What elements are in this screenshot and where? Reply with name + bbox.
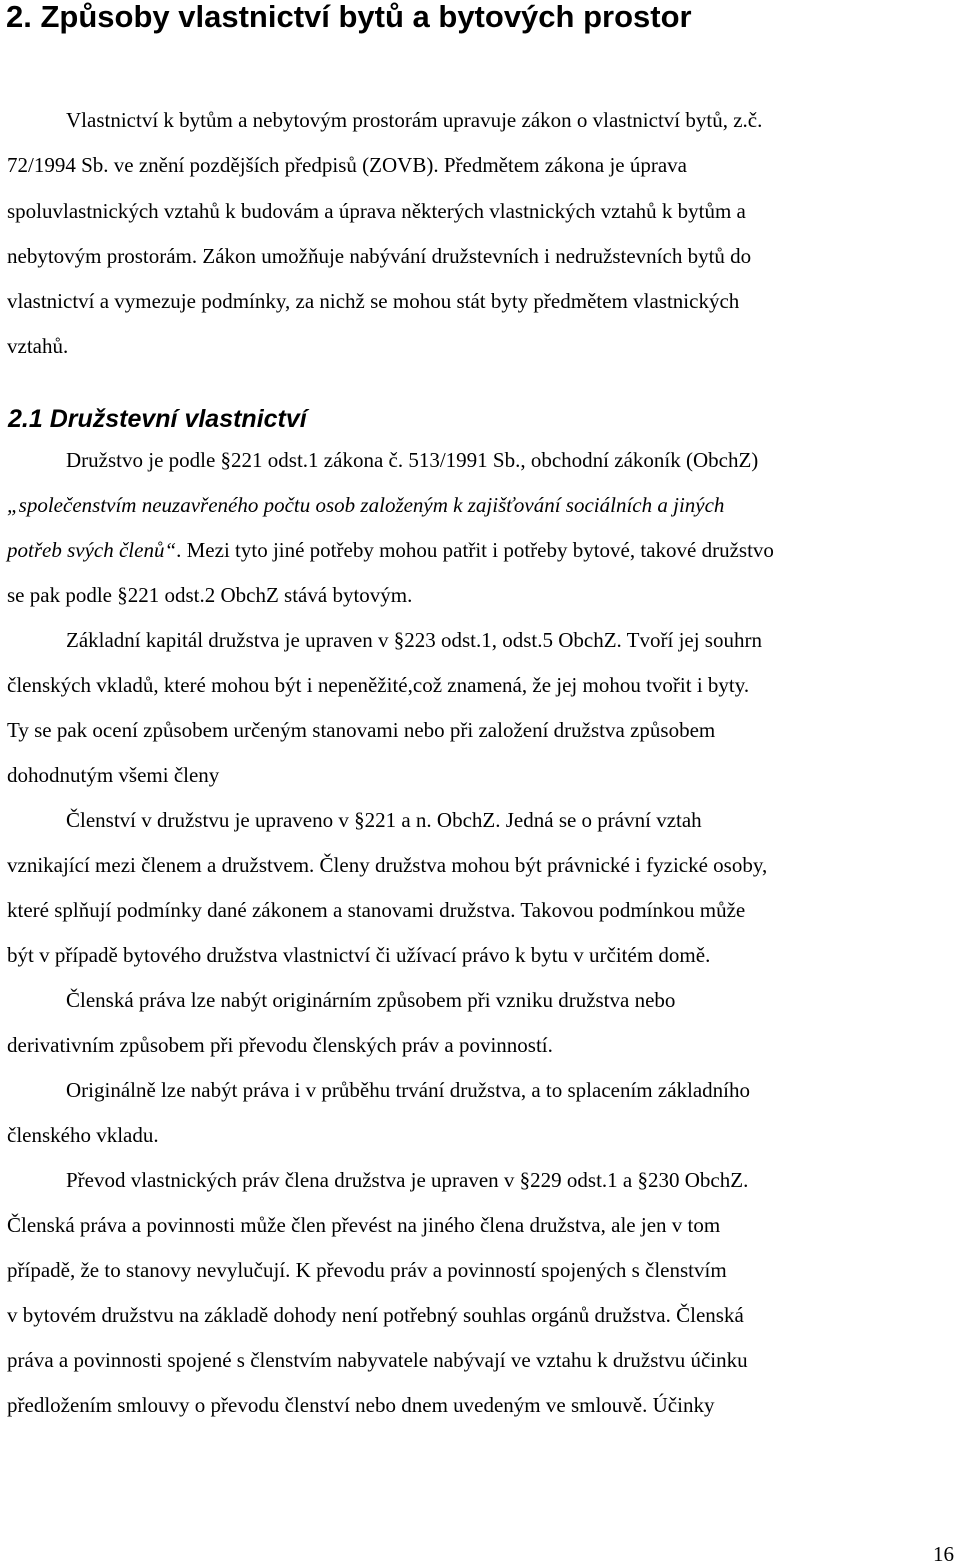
text-line: Ty se pak ocení způsobem určeným stanovami nebo při založení družstva způsobem bbox=[7, 718, 716, 742]
text-continuation: . Mezi tyto jiné potřeby mohou patřit i potřeby bytové, takové družstvo bbox=[176, 538, 774, 562]
text-line bbox=[7, 535, 774, 565]
text-line: členského vkladu. bbox=[7, 1123, 159, 1147]
text-line: být v případě bytového družstva vlastnictví či užívací právo k bytu v určitém domě. bbox=[7, 943, 711, 967]
quote-line: „společenstvím neuzavřeného počtu osob založeným k zajišťování sociálních a jiných bbox=[7, 493, 725, 517]
text-line: se pak podle §221 odst.2 ObchZ stává bytovým. bbox=[7, 583, 413, 607]
text-line: Družstvo je podle §221 odst.1 zákona č. 513/1991 Sb., obchodní zákoník (ObchZ) bbox=[66, 448, 759, 472]
text-line: Převod vlastnických práv člena družstva je upraven v §229 odst.1 a §230 ObchZ. bbox=[66, 1168, 749, 1192]
text-line: Členská práva lze nabýt originárním způsobem při vzniku družstva nebo bbox=[66, 988, 676, 1012]
text-line: 72/1994 Sb. ve znění pozdějších předpisů (ZOVB). Předmětem zákona je úprava bbox=[7, 153, 687, 177]
text-line: derivativním způsobem při převodu členských práv a povinností. bbox=[7, 1033, 553, 1057]
text-line: spoluvlastnických vztahů k budovám a úprava některých vlastnických vztahů k bytům a bbox=[7, 199, 746, 223]
text-line: Členství v družstvu je upraveno v §221 a n. ObchZ. Jedná se o právní vztah bbox=[66, 808, 702, 832]
page-number: 16 bbox=[933, 1542, 954, 1566]
chapter-heading: 2. Způsoby vlastnictví bytů a bytových prostor bbox=[6, 0, 692, 34]
text-line: vznikající mezi členem a družstvem. Členy družstva mohou být právnické i fyzické osoby, bbox=[7, 853, 768, 877]
text-line: v bytovém družstvu na základě dohody není potřebný souhlas orgánů družstva. Členská bbox=[7, 1303, 744, 1327]
text-line: případě, že to stanovy nevylučují. K převodu práv a povinností spojených s členstvím bbox=[7, 1258, 727, 1282]
text-line: vztahů. bbox=[7, 334, 69, 358]
text-line: členských vkladů, které mohou být i nepeněžité,což znamená, že jej mohou tvořit i byty. bbox=[7, 673, 750, 697]
section-heading: 2.1 Družstevní vlastnictví bbox=[8, 405, 307, 433]
text-line: vlastnictví a vymezuje podmínky, za nichž se mohou stát byty předmětem vlastnických bbox=[7, 289, 740, 313]
text-line: nebytovým prostorám. Zákon umožňuje nabývání družstevních i nedružstevních bytů do bbox=[7, 244, 752, 268]
text-line: dohodnutým všemi členy bbox=[7, 763, 220, 787]
text-line: Členská práva a povinnosti může člen převést na jiného člena družstva, ale jen v tom bbox=[7, 1213, 721, 1237]
text-line: práva a povinnosti spojené s členstvím nabyvatele nabývají ve vztahu k družstvu účinku bbox=[7, 1348, 748, 1372]
text-line: Originálně lze nabýt práva i v průběhu trvání družstva, a to splacením základního bbox=[66, 1078, 751, 1102]
text-line: Vlastnictví k bytům a nebytovým prostorám upravuje zákon o vlastnictví bytů, z.č. bbox=[66, 108, 763, 132]
quote-end: potřeb svých členů“ bbox=[7, 538, 177, 562]
text-line: které splňují podmínky dané zákonem a stanovami družstva. Takovou podmínkou může bbox=[7, 898, 746, 922]
text-line: předložením smlouvy o převodu členství nebo dnem uvedeným ve smlouvě. Účinky bbox=[7, 1393, 715, 1417]
text-line: Základní kapitál družstva je upraven v §223 odst.1, odst.5 ObchZ. Tvoří jej souhrn bbox=[66, 628, 762, 652]
